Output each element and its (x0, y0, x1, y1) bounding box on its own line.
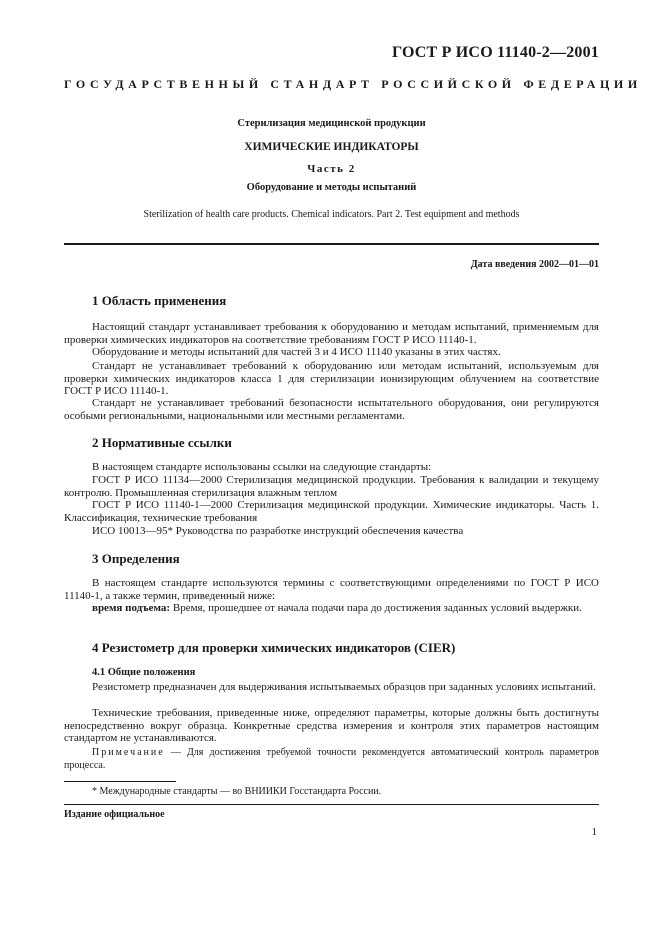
part-title: Оборудование и методы испытаний (246, 182, 417, 193)
section-2-paragraph-1: В настоящем стандарте использованы ссылки на следующие стандарты: (92, 461, 432, 473)
term-definition-text: Время, прошедшее от начала подачи пара до достижения заданных условий выдержки. (170, 602, 582, 614)
section-1-paragraph-4: Стандарт не устанавливает требований безопасности испытательного оборудования, они регулируются особыми региональными, национальными или местными регламентами. (64, 397, 599, 422)
section-2-heading: 2 Нормативные ссылки (92, 435, 232, 450)
section-2-reference-3: ИСО 10013—95* Руководства по разработке инструкций обеспечения качества (92, 525, 464, 537)
introduction-date: Дата введения 2002—01—01 (470, 259, 599, 270)
note-paragraph (64, 746, 599, 772)
footnote-divider (64, 781, 176, 782)
subsection-4-1-heading: 4.1 Общие положения (92, 667, 196, 678)
standard-main-title: ХИМИЧЕСКИЕ ИНДИКАТОРЫ (244, 141, 419, 153)
section-3-paragraph-1: В настоящем стандарте используются термины с соответствующими определениями по ГОСТ Р ИСО 11140-1, а также термин, приведенный ниже: (64, 577, 599, 602)
section-2-reference-2: ГОСТ Р ИСО 11140-1—2000 Стерилизация медицинской продукции. Химические индикаторы. Часть 1. Классификация, технические требования (64, 499, 599, 524)
term-definition (64, 602, 599, 615)
standard-subject: Стерилизация медицинской продукции (237, 118, 426, 129)
section-1-paragraph-3: Стандарт не устанавливает требований к оборудованию или методам испытаний, используемым для проверки химических индикаторов класса 1 для стерилизации ионизирующим облучением на соответствие ГОСТ Р ИСО 11140-1. (64, 360, 599, 397)
document-number: ГОСТ Р ИСО 11140-2—2001 (391, 44, 599, 61)
section-3-heading: 3 Определения (92, 551, 180, 566)
section-1-heading: 1 Область применения (92, 293, 227, 308)
part-label: Часть 2 (307, 163, 356, 175)
note-text: — Для достижения требуемой точности рекомендуется автоматический контроль параметров процесса. (64, 747, 599, 771)
note-label: Примечание (92, 747, 165, 758)
section-2-reference-1: ГОСТ Р ИСО 11134—2000 Стерилизация медицинской продукции. Требования к валидации и текущему контролю. Промышленная стерилизация влажным теплом (64, 474, 599, 499)
footer-divider (64, 804, 599, 805)
page-number: 1 (591, 826, 597, 838)
section-4-heading: 4 Резистометр для проверки химических индикаторов (CIER) (92, 640, 456, 655)
footnote: * Международные стандарты — во ВНИИКИ Госстандарта России. (92, 786, 382, 797)
section-1-paragraph-2: Оборудование и методы испытаний для частей 3 и 4 ИСО 11140 указаны в этих частях. (92, 346, 501, 358)
title-divider (64, 243, 599, 245)
state-standard-title: ГОСУДАРСТВЕННЫЙ СТАНДАРТ РОССИЙСКОЙ ФЕДЕРАЦИИ (64, 77, 642, 91)
section-4-paragraph-1: Резистометр предназначен для выдерживания испытываемых образцов при заданных условиях испытаний. (92, 681, 596, 693)
section-1-paragraph-1: Настоящий стандарт устанавливает требования к оборудованию и методам испытаний, применяемым для проверки химических индикаторов на соответствие требованиям ГОСТ Р ИСО 11140-1. (64, 321, 599, 346)
english-title: Sterilization of health care products. Chemical indicators. Part 2. Test equipment and methods (143, 209, 520, 220)
section-4-paragraph-2: Технические требования, приведенные ниже, определяют параметры, которые должны быть достигнуты непосредственно вокруг образца. Конкретные средства измерения и контроля этих параметров настоящим стандартом не устанавливаются. (64, 707, 599, 744)
term-name: время подъема: (92, 602, 171, 614)
edition-label: Издание официальное (64, 809, 165, 820)
